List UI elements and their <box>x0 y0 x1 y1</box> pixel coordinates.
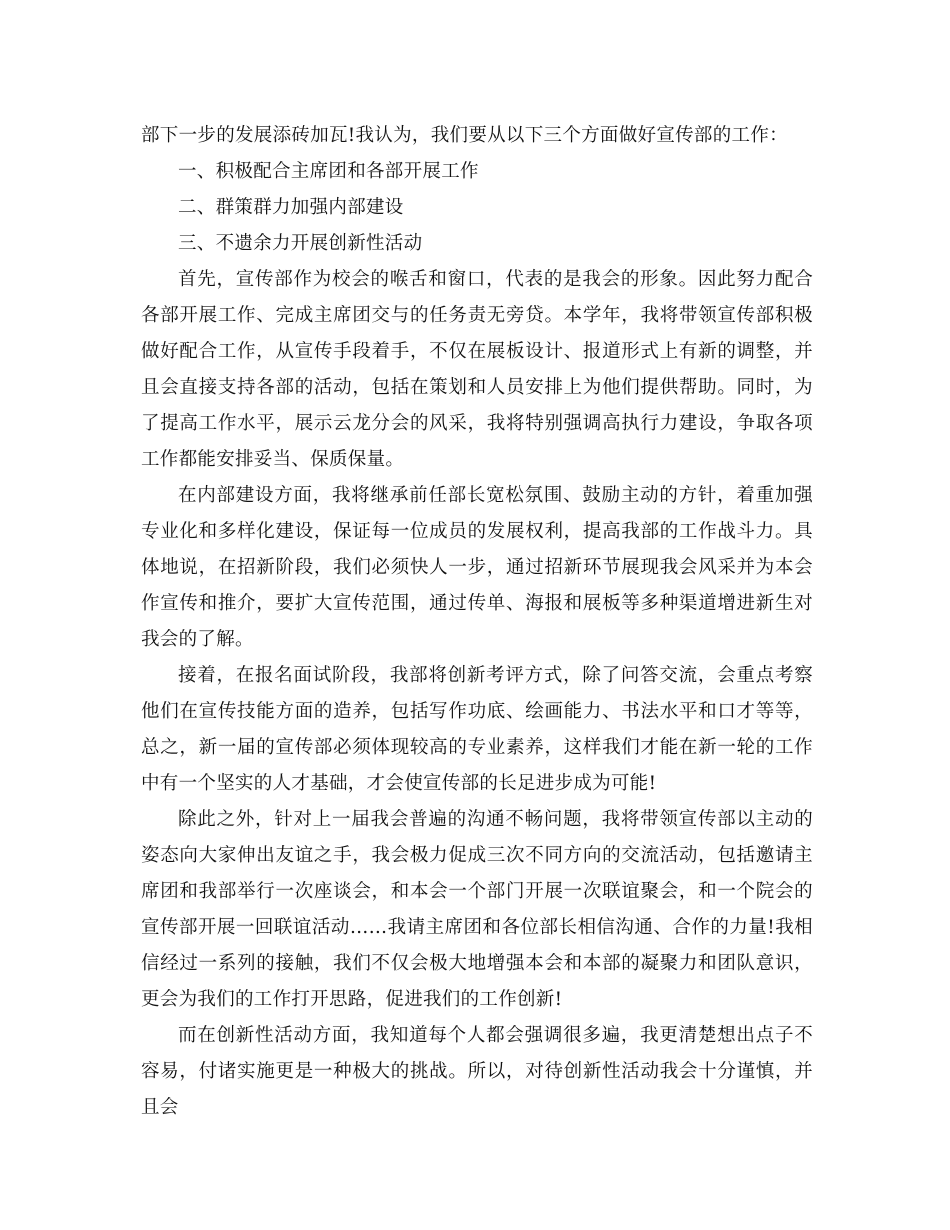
document-page <box>141 118 813 1126</box>
paragraph-interview: 接着，在报名面试阶段，我部将创新考评方式，除了问答交流，会重点考察他们在宣传技能方面的造养，包括写作功底、绘画能力、书法水平和口才等等，总之，新一届的宣传部必须体现较高的专业素养，这样我们才能在新一轮的工作中有一个坚实的人才基础，才会使宣传部的长足进步成为可能! <box>141 665 813 794</box>
list-item-one: 一、积极配合主席团和各部开展工作 <box>178 161 479 182</box>
paragraph-communication: 除此之外，针对上一届我会普遍的沟通不畅问题，我将带领宣传部以主动的姿态向大家伸出友谊之手，我会极力促成三次不同方向的交流活动，包括邀请主席团和我部举行一次座谈会，和本会一个部门开展一次联谊聚会，和一个院会的宣传部开展一回联谊活动……我请主席团和各位部长相信沟通、合作的力量!我相信经过一系列的接触，我们不仅会极大地增强本会和本部的凝聚力和团队意识，更会为我们的工作打开思路，促进我们的工作创新! <box>141 809 813 1010</box>
paragraph-internal-building: 在内部建设方面，我将继承前任部长宽松氛围、鼓励主动的方针，着重加强专业化和多样化建设，保证每一位成员的发展权利，提高我部的工作战斗力。具体地说，在招新阶段，我们必须快人一步，通过招新环节展现我会风采并为本会作宣传和推介，要扩大宣传范围，通过传单、海报和展板等多种渠道增进新生对我会的了解。 <box>141 485 813 650</box>
text-line-intro: 部下一步的发展添砖加瓦!我认为，我们要从以下三个方面做好宣传部的工作： <box>141 125 788 146</box>
paragraph-innovation: 而在创新性活动方面，我知道每个人都会强调很多遍，我更清楚想出点子不容易，付诸实施更是一种极大的挑战。所以，对待创新性活动我会十分谨慎，并且会 <box>141 1025 813 1118</box>
list-item-three: 三、不遗余力开展创新性活动 <box>178 233 423 254</box>
list-item-two: 二、群策群力加强内部建设 <box>178 197 404 218</box>
paragraph-first: 首先，宣传部作为校会的喉舌和窗口，代表的是我会的形象。因此努力配合各部开展工作、完成主席团交与的任务责无旁贷。本学年，我将带领宣传部积极做好配合工作，从宣传手段着手，不仅在展板设计、报道形式上有新的调整，并且会直接支持各部的活动，包括在策划和人员安排上为他们提供帮助。同时，为了提高工作水平，展示云龙分会的风采，我将特别强调高执行力建设，争取各项工作都能安排妥当、保质保量。 <box>141 269 813 470</box>
